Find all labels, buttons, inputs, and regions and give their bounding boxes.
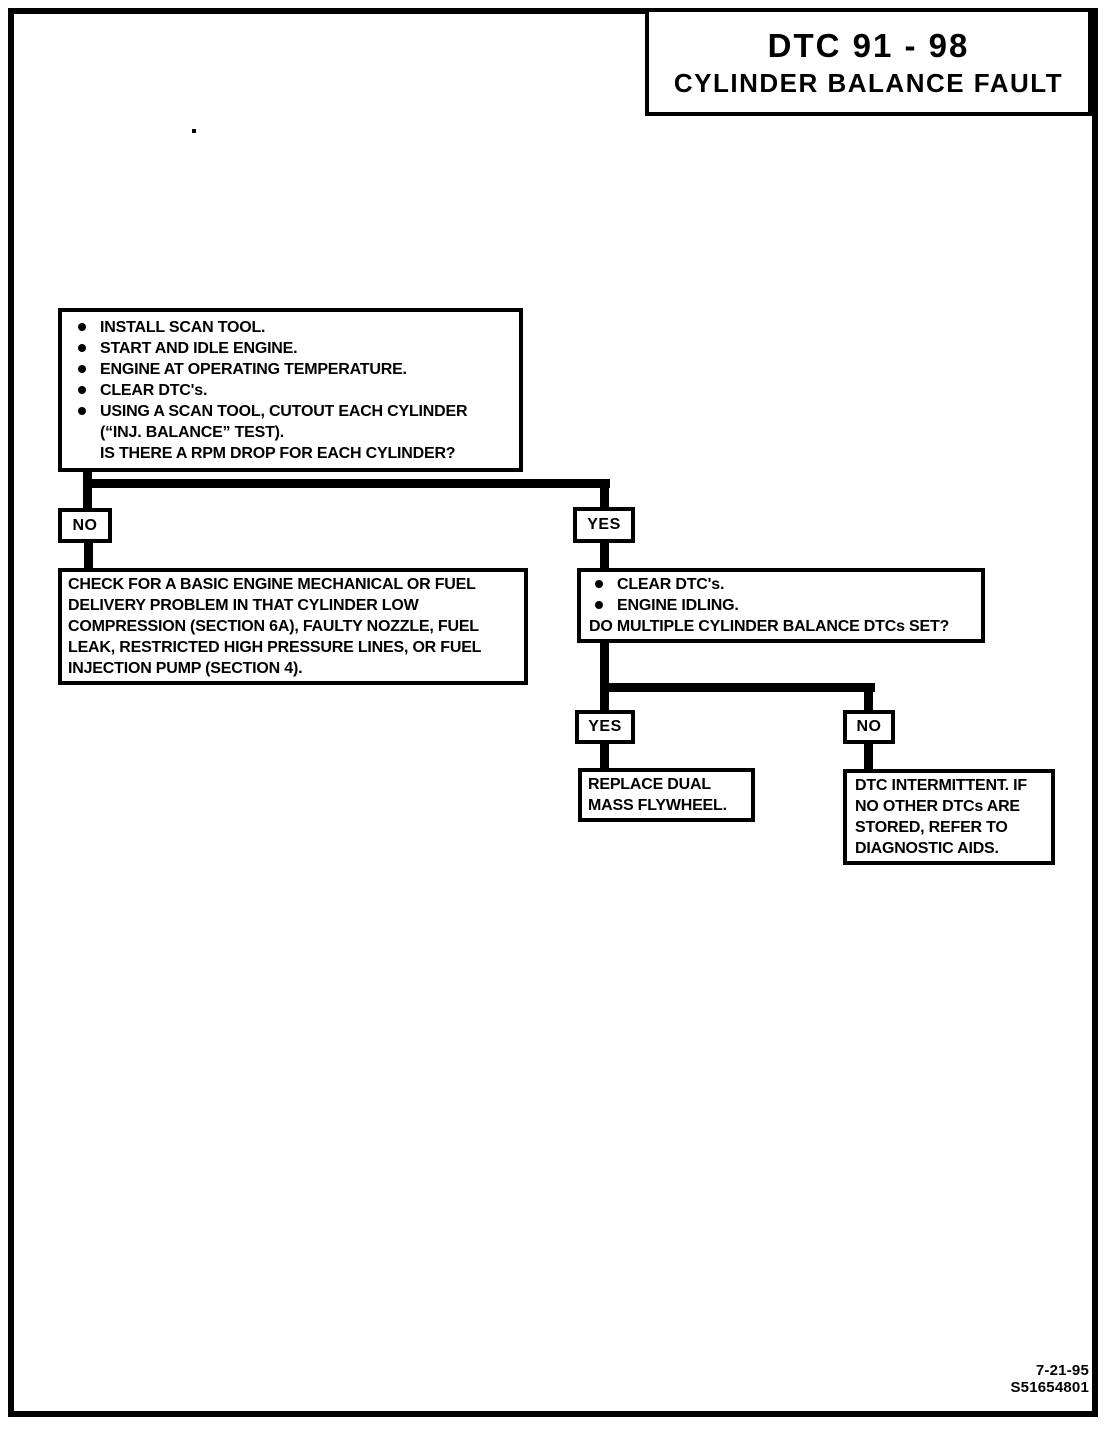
flow-idle-test-box [577, 568, 985, 643]
bullet-icon [589, 574, 617, 595]
step-text: ENGINE AT OPERATING TEMPERATURE. [100, 361, 407, 378]
bullet-icon [72, 401, 100, 422]
footer-date: 7-21-95 [1035, 1362, 1089, 1379]
step-row [589, 574, 973, 595]
header-box [645, 8, 1092, 116]
footer-doc-number: S51654801 [1010, 1379, 1089, 1396]
page-footer [1010, 1362, 1089, 1396]
connector-mid-down [600, 635, 609, 712]
step-text: START AND IDLE ENGINE. [100, 340, 298, 357]
step-continuation: (“INJ. BALANCE” TEST). [100, 424, 285, 441]
start-question: IS THERE A RPM DROP FOR EACH CYLINDER? [100, 445, 456, 462]
branch1-no-label: NO [58, 508, 112, 543]
step-row [72, 401, 511, 422]
bullet-icon [72, 317, 100, 338]
idle-question: DO MULTIPLE CYLINDER BALANCE DTCs SET? [589, 618, 950, 635]
flow-dtc-intermittent-box: DTC INTERMITTENT. IF NO OTHER DTCs ARE STORED, REFER TO DIAGNOSTIC AIDS. [843, 769, 1055, 865]
step-row [72, 317, 511, 338]
connector-yes1-down [600, 479, 609, 510]
step-text: CLEAR DTC's. [100, 382, 208, 399]
connector-no2-down [864, 683, 873, 712]
bullet-icon [72, 359, 100, 380]
step-row [72, 338, 511, 359]
step-text: INSTALL SCAN TOOL. [100, 319, 266, 336]
bullet-icon [589, 595, 617, 616]
page-title: CYLINDER BALANCE FAULT [673, 67, 1064, 98]
connector-no2-to-action [864, 742, 873, 771]
flow-start-box [58, 308, 523, 472]
step-row [589, 595, 973, 616]
connector-yes2-to-action [600, 742, 609, 770]
dtc-range: DTC 91 - 98 [767, 26, 970, 64]
connector-yes1-to-action [600, 541, 609, 570]
step-row [72, 380, 511, 401]
scan-speck [192, 129, 196, 133]
branch2-yes-label: YES [575, 710, 635, 744]
bullet-icon [72, 380, 100, 401]
connector-branch2-horizontal [600, 683, 875, 692]
branch1-yes-label: YES [573, 507, 635, 543]
flow-check-engine-box: CHECK FOR A BASIC ENGINE MECHANICAL OR FUEL DELIVERY PROBLEM IN THAT CYLINDER LOW COMPRESSION (SECTION 6A), FAULTY NOZZLE, FUEL LEAK, RESTRICTED HIGH PRESSURE LINES, OR FUEL INJECTION PUMP (SECTION 4). [58, 568, 528, 685]
connector-no1-to-action [84, 541, 93, 570]
step-text: ENGINE IDLING. [617, 597, 739, 614]
bullet-icon [72, 338, 100, 359]
flow-replace-flywheel-box: REPLACE DUAL MASS FLYWHEEL. [578, 768, 755, 822]
step-row [72, 359, 511, 380]
step-text: CLEAR DTC's. [617, 576, 725, 593]
step-text: USING A SCAN TOOL, CUTOUT EACH CYLINDER [100, 403, 468, 420]
branch2-no-label: NO [843, 710, 895, 744]
page-border [8, 8, 1098, 1417]
connector-branch1-horizontal [83, 479, 610, 488]
